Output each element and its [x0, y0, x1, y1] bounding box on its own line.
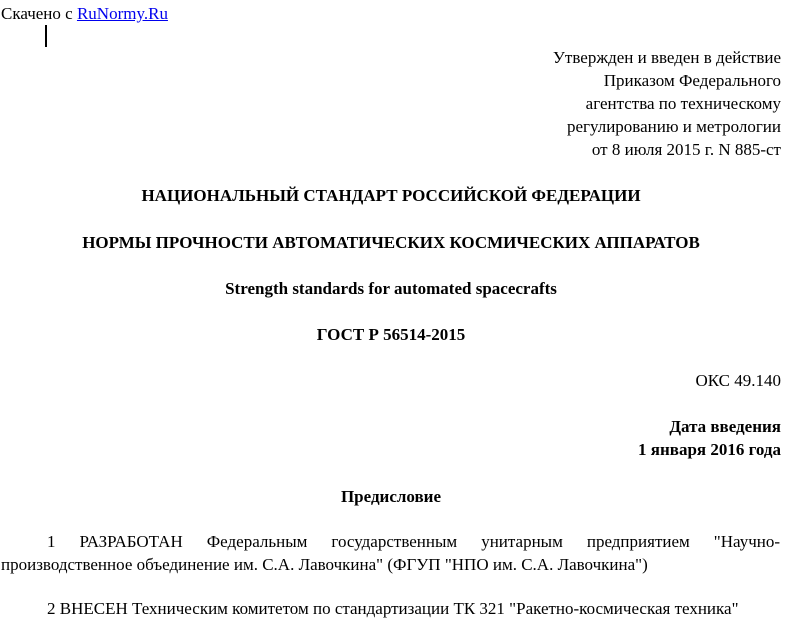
intro-date-label: Дата введения	[669, 417, 781, 436]
download-source-line	[1, 2, 168, 25]
preface-heading: Предисловие	[340, 487, 442, 506]
runormy-link[interactable]: RuNormy.Ru	[76, 4, 168, 23]
oks-code: ОКС 49.140	[695, 371, 781, 390]
approval-block	[381, 46, 781, 161]
approval-line: от 8 июля 2015 г. N 885-ст	[591, 140, 781, 159]
standard-title-en: Strength standards for automated spacecrafts	[225, 279, 557, 298]
approval-line: агентства по техническому	[585, 94, 781, 113]
preface-paragraph: 2 ВНЕСЕН Техническим комитетом по стандартизации ТК 321 "Ракетно-космическая техника"	[47, 599, 739, 618]
approval-line: регулированию и метрологии	[566, 117, 781, 136]
standard-title-ru: НОРМЫ ПРОЧНОСТИ АВТОМАТИЧЕСКИХ КОСМИЧЕСКИХ АППАРАТОВ	[82, 233, 700, 252]
national-standard-heading: НАЦИОНАЛЬНЫЙ СТАНДАРТ РОССИЙСКОЙ ФЕДЕРАЦИИ	[141, 186, 641, 205]
intro-date-value: 1 января 2016 года	[638, 440, 781, 459]
text-cursor	[45, 25, 47, 47]
approval-line: Приказом Федерального	[603, 71, 781, 90]
download-source-prefix: Скачено с	[1, 4, 77, 23]
gost-number: ГОСТ Р 56514-2015	[316, 325, 466, 344]
approval-line: Утвержден и введен в действие	[552, 48, 781, 67]
preface-paragraph: 1 РАЗРАБОТАН Федеральным государственным унитарным предприятием "Научно-производственное объединение им. С.А. Лавочкина" (ФГУП "НПО им. С.А. Лавочкина")	[1, 532, 780, 574]
